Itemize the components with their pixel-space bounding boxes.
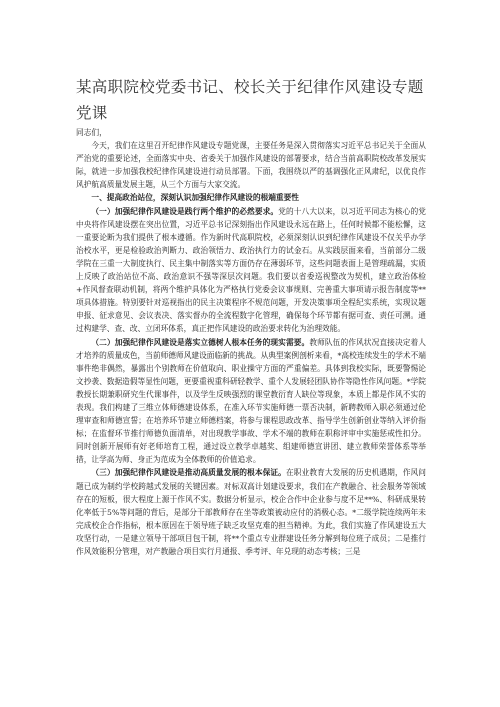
section-heading: 一、提高政治站位，深刻认识加强纪律作风建设的根端重要性 — [91, 193, 299, 203]
subsection-body-3: 在职业教育大发展的历史机遇期，作风问题已成为制约学校跨越式发展的关键因素。对标双高计划建设要求，我们在产教融合、社会服务等领域存在的短板，很大程度上源于作风不实。数据分析显示，校企合作中企业参与度不足**%、科研成果转化率低于5%等问题的背后，是部分干部教师存在坐等政策被动应付的消极心态。*二级学院连续两年未完成校企合作指标，根本原因在于领导班子缺乏攻坚克难的担当精神。为此，我们实施了作风建设五大攻坚行动，一是建立领导干部项目包干制，将**个重点专业群建设任务分解到每位班子成员；二是推行作风效能积分管理，对产教融合项目实行月通报、季考评、年兑现的动态考核；三是 — [76, 468, 426, 556]
document-title: 某高职院校党委书记、校长关于纪律作风建设专题党课 — [76, 78, 424, 122]
subsection-body-2: 教师队伍的作风状况直接决定着人才培养的质量成色，当前师德师风建设面临新的挑战。从典型案例剖析来看，*高校连续发生的学术不端事件绝非偶然，暴露出个别教师在价值取向、职业操守方面的严重偏差。具体到我校实际，既要警惕论文抄袭、数据造假等显性问题，更要重视重科研轻教学、重个人发展轻团队协作等隐性作风问题。*学院教授长期兼职研究生代课事件，以及学生反映强烈的课堂教衍育人缺位等现象，本质上都是作风不实的表现。我们构建了三维立体师德建设体系，在准入环节实施师德一票否决制，新聘教师入职必须通过伦理审查和师德宣誓；在培养环节建立师德档案，将参与课程思政改革、指导学生创新创业等纳入评价指标；在监督环节推行师德负面清单，对出现教学事故、学术不端的教师在职称评审中实施惩戒性扣分。同时创新开展师有好老师培育工程，通过设立教学卓越奖、组建师德宣讲团、建立教师荣誉体系等举措，让学高为师、身正为范成为全体教师的价值追求。 — [76, 337, 426, 465]
subsection-paragraph-2 — [76, 336, 426, 467]
salutation: 同志们， — [76, 128, 107, 137]
subsection-lead-3: （三）加强纪律作风建设是推动高质量发展的根本保证。 — [91, 468, 286, 478]
intro-paragraph: 今天，我们在这里召开纪律作风建设专题党课，主要任务是深入贯彻落实习近平总书记关于全面从严治党的重要论述，全面落实中央、省委关于加强作风建设的部署要求，结合当前高职院校改革发展实际，就进一步加强我校纪律作风建设进行动员部署。下面，我围绕以严的基调强化正风肃纪，以优良作风护航高质量发展主题，从三个方面与大家交流。 — [76, 141, 426, 190]
subsection-lead-1: （一）加强纪律作风建设是践行两个维护的必然要求。 — [91, 206, 279, 216]
subsection-body-1: 党的十八大以来，以习近平同志为核心的党中央将作风建设摆在突出位置，习近平总书记深刻指出作风建设永远在路上，任何时候都不能松懈，这一重要论断为我们提供了根本遵循。作为新时代高职院校，必须深刻认识到纪律作风建设不仅关乎办学治校水平，更是检验政治判断力、政治领悟力、政治执行力的试金石。从实践层面来看，当前部分二级学院在三重一大制度执行、民主集中制落实等方面仍存在薄弱环节，这些问题表面上是管理疏漏，实质上反映了政治站位不高、政治意识不强等深层次问题。我们要以省委巡视整改为契机，建立政治体检+作风督查联动机制，将两个维护具体化为严格执行党委会议事规则、完善重大事项请示报告制度等**项具体措施。特别要针对巡视指出的民主决策程序不规范问题，开发决策事项全程纪实系统，实现议题申报、征求意见、会议表决、落实督办的全流程数字化管理，确保每个环节都有据可查、责任可溯。通过构建学、查、改、立闭环体系，真正把作风建设的政治要求转化为治理效能。 — [76, 206, 426, 334]
subsection-paragraph-1 — [76, 205, 426, 336]
subsection-lead-2: （二）加强纪律作风建设是落实立德树人根本任务的现实需要。 — [91, 337, 310, 347]
document-body — [76, 126, 426, 558]
subsection-paragraph-3 — [76, 466, 426, 558]
